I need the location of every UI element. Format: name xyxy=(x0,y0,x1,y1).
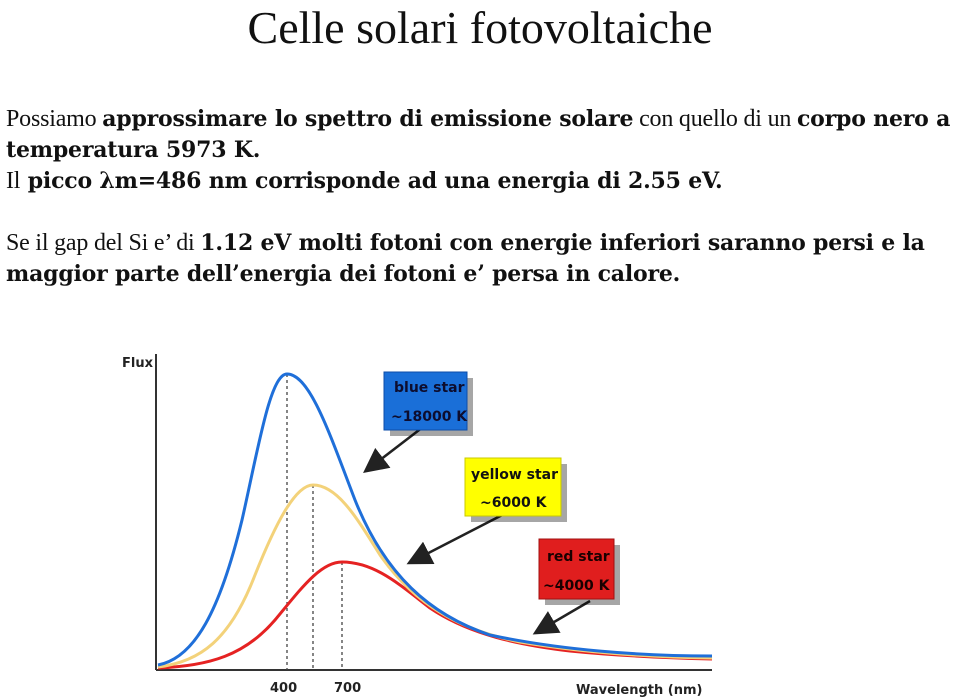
label-red-line1: red star xyxy=(547,549,610,565)
blackbody-spectrum-chart xyxy=(100,340,720,699)
pointer-red xyxy=(537,601,590,632)
label-box-yellow xyxy=(465,458,567,522)
slide-title: Celle solari fotovoltaiche xyxy=(247,2,713,53)
text-approssimare-spettro: approssimare lo spettro di emissione solare xyxy=(102,106,634,132)
label-box-red xyxy=(539,539,620,605)
text-gap-si: Se il gap del Si e’ di xyxy=(6,230,201,256)
label-blue-line1: blue star xyxy=(394,380,465,396)
label-yellow-line1: yellow star xyxy=(471,467,559,483)
series-line-yellow xyxy=(158,485,712,667)
y-axis-label: Flux xyxy=(122,356,153,371)
text-il: Il xyxy=(6,168,21,194)
text-fotoni-persi: 1.12 eV molti fotoni con energie inferiori saranno persi e la maggior parte dell’energia dei fotoni e’ persa in calore. xyxy=(6,230,925,287)
label-box-blue xyxy=(384,372,473,436)
text-picco-energia: picco λm=486 nm corrisponde ad una energia di 2.55 eV. xyxy=(20,168,723,194)
label-red-line2: ~4000 K xyxy=(543,578,610,594)
text-possiamo: Possiamo xyxy=(6,106,103,132)
label-yellow-line2: ~6000 K xyxy=(480,495,547,511)
paragraph-silicon-gap xyxy=(6,228,956,290)
label-blue-line2: ~18000 K xyxy=(391,409,468,425)
x-tick-400: 400 xyxy=(270,681,298,696)
paragraph-solar-spectrum xyxy=(6,104,956,197)
x-tick-700: 700 xyxy=(334,681,362,696)
x-axis-label: Wavelength (nm) xyxy=(576,683,703,698)
text-con-quello: con quello di un xyxy=(633,106,797,132)
text-corpo-nero: corpo nero a temperatura 5973 K. xyxy=(6,106,951,163)
